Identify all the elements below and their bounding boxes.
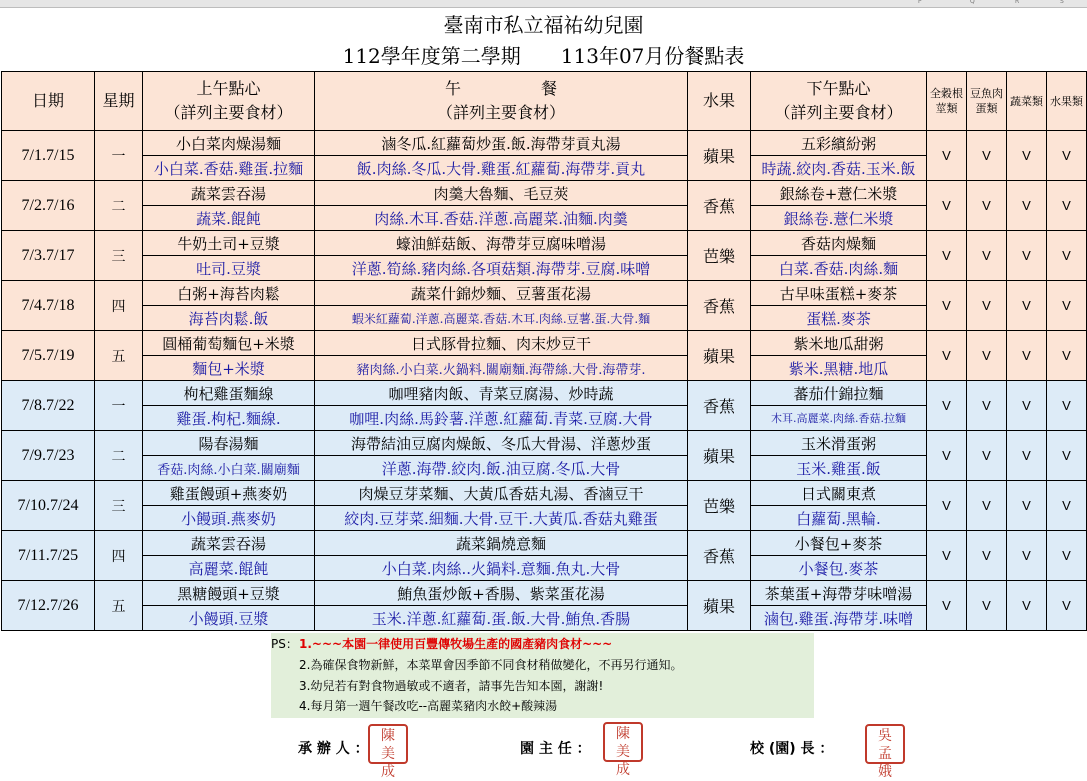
nutrition-check-mark: V bbox=[1007, 181, 1047, 231]
nutrition-check-mark: V bbox=[1047, 531, 1087, 581]
lunch-dish: 蠔油鮮菇飯、海帶芽豆腐味噌湯 bbox=[315, 231, 688, 256]
am-snack-ingredients: 高麗菜.餛飩 bbox=[143, 556, 315, 581]
am-snack-dish: 雞蛋饅頭+燕麥奶 bbox=[143, 481, 315, 506]
header-am-snack: 上午點心 （詳列主要食材） bbox=[143, 72, 315, 131]
menu-row-dish bbox=[2, 181, 1087, 206]
header-weekday: 星期 bbox=[95, 72, 143, 131]
menu-table bbox=[1, 71, 1087, 631]
nutrition-check-mark: V bbox=[967, 381, 1007, 431]
menu-row-dish bbox=[2, 581, 1087, 606]
lunch-dish: 滷冬瓜.紅蘿蔔炒蛋.飯.海帶芽貢丸湯 bbox=[315, 131, 688, 156]
pm-snack-ingredients: 蛋糕.麥茶 bbox=[751, 306, 927, 331]
header-lunch: 午 餐 （詳列主要食材） bbox=[315, 72, 688, 131]
principal-signature-label: 校 (園) 長 ： bbox=[750, 741, 834, 757]
nutrition-check-mark: V bbox=[967, 481, 1007, 531]
fruit-cell: 蘋果 bbox=[688, 331, 751, 381]
am-snack-dish: 圓桶葡萄麵包+米漿 bbox=[143, 331, 315, 356]
lunch-dish: 咖哩豬肉飯、青菜豆腐湯、炒時蔬 bbox=[315, 381, 688, 406]
nutrition-check-mark: V bbox=[927, 431, 967, 481]
date-cell: 7/12.7/26 bbox=[2, 581, 95, 631]
fruit-cell: 蘋果 bbox=[688, 131, 751, 181]
nutrition-check-mark: V bbox=[1007, 581, 1047, 631]
pm-snack-ingredients: 滷包.雞蛋.海帶芽.味噌 bbox=[751, 606, 927, 631]
nutrition-check-mark: V bbox=[927, 481, 967, 531]
menu-row-ingredients bbox=[2, 606, 1087, 631]
date-cell: 7/2.7/16 bbox=[2, 181, 95, 231]
am-snack-dish: 黑糖饅頭+豆漿 bbox=[143, 581, 315, 606]
am-snack-dish: 蔬菜雲吞湯 bbox=[143, 531, 315, 556]
column-letter: P bbox=[918, 0, 922, 5]
menu-row-ingredients bbox=[2, 356, 1087, 381]
nutrition-check-mark: V bbox=[1007, 381, 1047, 431]
date-cell: 7/5.7/19 bbox=[2, 331, 95, 381]
nutrition-check-mark: V bbox=[967, 581, 1007, 631]
lunch-ingredients: 玉米.洋蔥.紅蘿蔔.蛋.飯.大骨.鮪魚.香腸 bbox=[315, 606, 688, 631]
nutrition-check-mark: V bbox=[967, 231, 1007, 281]
note-4: 4.每月第一週午餐改吃--高麗菜豬肉水餃+酸辣湯 bbox=[299, 699, 558, 713]
nutrition-check-mark: V bbox=[927, 531, 967, 581]
date-cell: 7/1.7/15 bbox=[2, 131, 95, 181]
am-snack-ingredients: 小饅頭.豆漿 bbox=[143, 606, 315, 631]
menu-row-dish bbox=[2, 331, 1087, 356]
nutrition-check-mark: V bbox=[1047, 581, 1087, 631]
pm-snack-dish: 銀絲卷+薏仁米漿 bbox=[751, 181, 927, 206]
pm-snack-dish: 小餐包+麥茶 bbox=[751, 531, 927, 556]
am-snack-ingredients: 蔬菜.餛飩 bbox=[143, 206, 315, 231]
header-pm-snack: 下午點心 （詳列主要食材） bbox=[751, 72, 927, 131]
fruit-cell: 香蕉 bbox=[688, 281, 751, 331]
pm-snack-dish: 日式關東煮 bbox=[751, 481, 927, 506]
menu-row-dish bbox=[2, 481, 1087, 506]
lunch-ingredients: 肉絲.木耳.香菇.洋蔥.高麗菜.油麵.肉羹 bbox=[315, 206, 688, 231]
am-snack-ingredients: 吐司.豆漿 bbox=[143, 256, 315, 281]
fruit-cell: 香蕉 bbox=[688, 381, 751, 431]
note-2: 2.為確保食物新鮮，本菜單會因季節不同食材稍做變化，不再另行通知。 bbox=[299, 658, 683, 672]
pm-snack-dish: 紫米地瓜甜粥 bbox=[751, 331, 927, 356]
pm-snack-ingredients: 銀絲卷.薏仁米漿 bbox=[751, 206, 927, 231]
fruit-cell: 芭樂 bbox=[688, 231, 751, 281]
nutrition-check-mark: V bbox=[927, 581, 967, 631]
nutrition-check-mark: V bbox=[927, 131, 967, 181]
nutrition-check-mark: V bbox=[927, 181, 967, 231]
nutrition-check-mark: V bbox=[1047, 431, 1087, 481]
note-3: 3.幼兒若有對食物過敏或不適者，請事先告知本園，謝謝! bbox=[299, 679, 604, 693]
nutrition-check-mark: V bbox=[927, 331, 967, 381]
note-1: 1.~~~本園一律使用百豐傳牧場生產的國產豬肉食材~~~ bbox=[299, 637, 613, 651]
nutrition-check-mark: V bbox=[1007, 281, 1047, 331]
am-snack-dish: 白粥+海苔肉鬆 bbox=[143, 281, 315, 306]
menu-row-dish bbox=[2, 131, 1087, 156]
menu-row-ingredients bbox=[2, 406, 1087, 431]
date-cell: 7/3.7/17 bbox=[2, 231, 95, 281]
nutrition-check-mark: V bbox=[927, 231, 967, 281]
pm-snack-ingredients: 白蘿蔔.黑輪. bbox=[751, 506, 927, 531]
nutrition-check-mark: V bbox=[1007, 481, 1047, 531]
date-cell: 7/4.7/18 bbox=[2, 281, 95, 331]
lunch-ingredients: 蝦米紅蘿蔔.洋蔥.高麗菜.香菇.木耳.肉絲.豆薯.蛋.大骨.麵 bbox=[315, 306, 688, 331]
menu-row-ingredients bbox=[2, 506, 1087, 531]
nutrition-check-mark: V bbox=[1007, 331, 1047, 381]
nutrition-check-mark: V bbox=[1007, 131, 1047, 181]
am-snack-dish: 牛奶土司+豆漿 bbox=[143, 231, 315, 256]
nutrition-check-mark: V bbox=[967, 281, 1007, 331]
menu-row-ingredients bbox=[2, 456, 1087, 481]
lunch-dish: 肉羹大魯麵、毛豆莢 bbox=[315, 181, 688, 206]
nutrition-check-mark: V bbox=[967, 431, 1007, 481]
header-row bbox=[2, 72, 1087, 131]
lunch-dish: 海帶結油豆腐肉燥飯、冬瓜大骨湯、洋蔥炒蛋 bbox=[315, 431, 688, 456]
nutrition-check-mark: V bbox=[927, 381, 967, 431]
am-snack-ingredients: 海苔肉鬆.飯 bbox=[143, 306, 315, 331]
page-title: 臺南市私立福祐幼兒園 bbox=[443, 13, 644, 37]
weekday-cell: 三 bbox=[95, 481, 143, 531]
pm-snack-dish: 茶葉蛋+海帶芽味噌湯 bbox=[751, 581, 927, 606]
menu-row-ingredients bbox=[2, 556, 1087, 581]
weekday-cell: 三 bbox=[95, 231, 143, 281]
nutrition-check-mark: V bbox=[1047, 481, 1087, 531]
nutrition-check-mark: V bbox=[1047, 381, 1087, 431]
am-snack-ingredients: 香菇.肉絲.小白菜.關廟麵 bbox=[143, 456, 315, 481]
header-protein: 豆魚肉蛋類 bbox=[967, 72, 1007, 131]
notes-prefix: PS： bbox=[271, 637, 298, 651]
pm-snack-ingredients: 玉米.雞蛋.飯 bbox=[751, 456, 927, 481]
weekday-cell: 一 bbox=[95, 381, 143, 431]
spreadsheet-column-header bbox=[0, 0, 1087, 8]
nutrition-check-mark: V bbox=[1047, 281, 1087, 331]
lunch-ingredients: 小白菜.肉絲..火鍋料.意麵.魚丸.大骨 bbox=[315, 556, 688, 581]
nutrition-check-mark: V bbox=[1007, 231, 1047, 281]
pm-snack-dish: 香菇肉燥麵 bbox=[751, 231, 927, 256]
pm-snack-dish: 古早味蛋糕+麥茶 bbox=[751, 281, 927, 306]
nutrition-check-mark: V bbox=[967, 331, 1007, 381]
am-snack-ingredients: 麵包+米漿 bbox=[143, 356, 315, 381]
date-cell: 7/10.7/24 bbox=[2, 481, 95, 531]
fruit-cell: 香蕉 bbox=[688, 181, 751, 231]
menu-row-dish bbox=[2, 281, 1087, 306]
director-signature-label: 園 主 任 ： bbox=[520, 741, 591, 757]
column-letter: Q bbox=[970, 0, 975, 5]
lunch-ingredients: 洋蔥.筍絲.豬肉絲.各項菇類.海帶芽.豆腐.味噌 bbox=[315, 256, 688, 281]
lunch-dish: 蔬菜鍋燒意麵 bbox=[315, 531, 688, 556]
weekday-cell: 二 bbox=[95, 181, 143, 231]
weekday-cell: 二 bbox=[95, 431, 143, 481]
column-letter: S bbox=[1060, 0, 1064, 5]
fruit-cell: 香蕉 bbox=[688, 531, 751, 581]
menu-row-dish bbox=[2, 431, 1087, 456]
lunch-dish: 肉燥豆芽菜麵、大黃瓜香菇丸湯、香滷豆干 bbox=[315, 481, 688, 506]
nutrition-check-mark: V bbox=[1007, 531, 1047, 581]
am-snack-dish: 蔬菜雲吞湯 bbox=[143, 181, 315, 206]
nutrition-check-mark: V bbox=[1047, 331, 1087, 381]
date-cell: 7/11.7/25 bbox=[2, 531, 95, 581]
date-cell: 7/9.7/23 bbox=[2, 431, 95, 481]
header-date: 日期 bbox=[2, 72, 95, 131]
menu-row-ingredients bbox=[2, 256, 1087, 281]
weekday-cell: 四 bbox=[95, 531, 143, 581]
pm-snack-ingredients: 木耳.高麗菜.肉絲.香菇.拉麵 bbox=[751, 406, 927, 431]
pm-snack-ingredients: 白菜.香菇.肉絲.麵 bbox=[751, 256, 927, 281]
director-seal-stamp: 陳 美 成 bbox=[603, 722, 643, 762]
nutrition-check-mark: V bbox=[967, 131, 1007, 181]
am-snack-dish: 小白菜肉燥湯麵 bbox=[143, 131, 315, 156]
pm-snack-ingredients: 紫米.黑糖.地瓜 bbox=[751, 356, 927, 381]
nutrition-check-mark: V bbox=[1007, 431, 1047, 481]
weekday-cell: 四 bbox=[95, 281, 143, 331]
page-subtitle: 112學年度第二學期 113年07月份餐點表 bbox=[342, 44, 745, 68]
pm-snack-dish: 五彩繽紛粥 bbox=[751, 131, 927, 156]
fruit-cell: 芭樂 bbox=[688, 481, 751, 531]
lunch-dish: 日式豚骨拉麵、肉末炒豆干 bbox=[315, 331, 688, 356]
lunch-dish: 蔬菜什錦炒麵、豆薯蛋花湯 bbox=[315, 281, 688, 306]
am-snack-dish: 陽春湯麵 bbox=[143, 431, 315, 456]
menu-row-ingredients bbox=[2, 156, 1087, 181]
fruit-cell: 蘋果 bbox=[688, 431, 751, 481]
lunch-ingredients: 洋蔥.海帶.絞肉.飯.油豆腐.冬瓜.大骨 bbox=[315, 456, 688, 481]
pm-snack-ingredients: 時蔬.絞肉.香菇.玉米.飯 bbox=[751, 156, 927, 181]
nutrition-check-mark: V bbox=[1047, 231, 1087, 281]
handler-signature-label: 承 辦 人 ： bbox=[298, 741, 369, 757]
menu-row-dish bbox=[2, 381, 1087, 406]
header-vegetables: 蔬菜類 bbox=[1007, 72, 1047, 131]
am-snack-ingredients: 小饅頭.燕麥奶 bbox=[143, 506, 315, 531]
weekday-cell: 五 bbox=[95, 581, 143, 631]
nutrition-check-mark: V bbox=[927, 281, 967, 331]
lunch-dish: 鮪魚蛋炒飯+香腸、紫菜蛋花湯 bbox=[315, 581, 688, 606]
pm-snack-dish: 玉米滑蛋粥 bbox=[751, 431, 927, 456]
lunch-ingredients: 飯.肉絲.冬瓜.大骨.雞蛋.紅蘿蔔.海帶芽.貢丸 bbox=[315, 156, 688, 181]
handler-seal-stamp: 陳 美 成 bbox=[368, 724, 408, 764]
menu-row-dish bbox=[2, 231, 1087, 256]
principal-seal-stamp: 吳 孟 娥 bbox=[865, 724, 905, 764]
header-grains: 全穀根莖類 bbox=[927, 72, 967, 131]
nutrition-check-mark: V bbox=[1047, 131, 1087, 181]
lunch-ingredients: 絞肉.豆芽菜.細麵.大骨.豆干.大黃瓜.香菇丸雞蛋 bbox=[315, 506, 688, 531]
nutrition-check-mark: V bbox=[967, 531, 1007, 581]
date-cell: 7/8.7/22 bbox=[2, 381, 95, 431]
weekday-cell: 五 bbox=[95, 331, 143, 381]
nutrition-check-mark: V bbox=[967, 181, 1007, 231]
menu-row-dish bbox=[2, 531, 1087, 556]
column-letter: R bbox=[1015, 0, 1020, 5]
lunch-ingredients: 豬肉絲.小白菜.火鍋料.關廟麵.海帶絲.大骨.海帶芽. bbox=[315, 356, 688, 381]
menu-row-ingredients bbox=[2, 306, 1087, 331]
pm-snack-ingredients: 小餐包.麥茶 bbox=[751, 556, 927, 581]
fruit-cell: 蘋果 bbox=[688, 581, 751, 631]
header-fruit-category: 水果類 bbox=[1047, 72, 1087, 131]
menu-row-ingredients bbox=[2, 206, 1087, 231]
am-snack-dish: 枸杞雞蛋麵線 bbox=[143, 381, 315, 406]
nutrition-check-mark: V bbox=[1047, 181, 1087, 231]
pm-snack-dish: 蕃茄什錦拉麵 bbox=[751, 381, 927, 406]
am-snack-ingredients: 雞蛋.枸杞.麵線. bbox=[143, 406, 315, 431]
lunch-ingredients: 咖哩.肉絲.馬鈴薯.洋蔥.紅蘿蔔.青菜.豆腐.大骨 bbox=[315, 406, 688, 431]
am-snack-ingredients: 小白菜.香菇.雞蛋.拉麵 bbox=[143, 156, 315, 181]
header-fruit: 水果 bbox=[688, 72, 751, 131]
notes-box bbox=[271, 633, 814, 718]
weekday-cell: 一 bbox=[95, 131, 143, 181]
